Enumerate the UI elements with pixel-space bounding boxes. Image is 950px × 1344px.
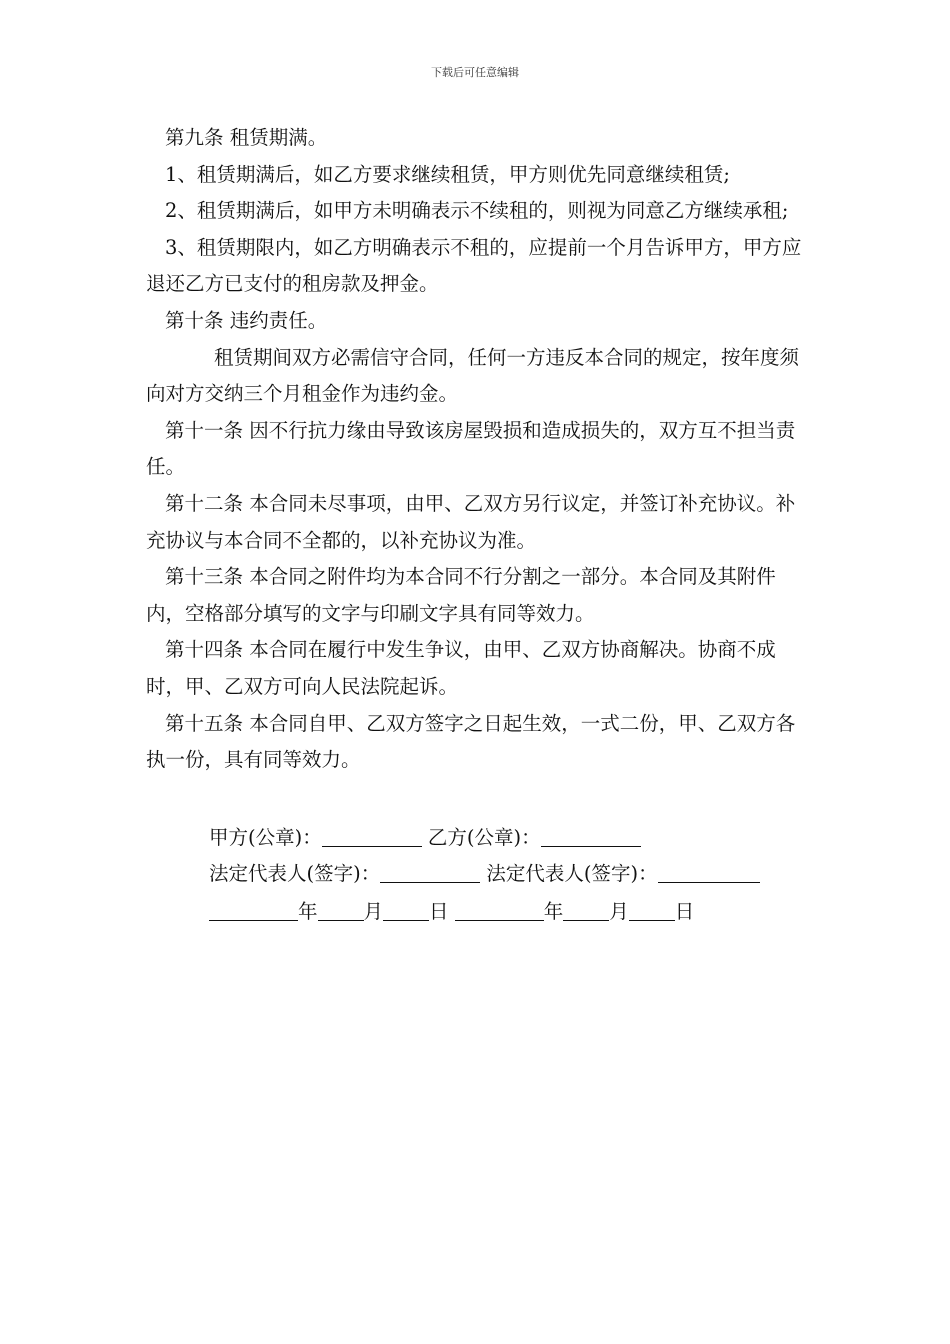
party-b-seal-blank[interactable] — [541, 827, 641, 848]
year-a-blank[interactable] — [209, 901, 298, 922]
rep-b-label: 法定代表人(签字)： — [486, 862, 658, 885]
article-10-title: 第十条 违约责任。 — [165, 308, 328, 332]
month-a-label: 月 — [363, 900, 384, 923]
article-9-clause-2: 2、租赁期满后，如甲方未明确表示不续租的，则视为同意乙方继续承租; — [165, 199, 789, 223]
article-14: 第十四条 本合同在履行中发生争议，由甲、乙双方协商解决。协商不成时，甲、乙双方可向人民法院起诉。 — [146, 638, 776, 698]
day-b-blank[interactable] — [629, 901, 675, 922]
party-a-seal-label: 甲方(公章)： — [209, 826, 322, 849]
article-9-clause-3: 3、租赁期限内，如乙方明确表示不租的，应提前一个月告诉甲方，甲方应退还乙方已支付的租房款及押金。 — [146, 235, 802, 296]
article-10-body: 租赁期间双方必需信守合同，任何一方违反本合同的规定，按年度须向对方交纳三个月租金作为违约金。 — [146, 345, 800, 406]
month-b-label: 月 — [609, 900, 629, 923]
date-line — [209, 896, 694, 924]
article-15: 第十五条 本合同自甲、乙双方签字之日起生效，一式二份，甲、乙双方各执一份，具有同等效力。 — [146, 711, 796, 772]
article-9-clause-1: 1、租赁期满后，如乙方要求继续租赁，甲方则优先同意继续租赁; — [165, 162, 730, 186]
party-b-seal-label: 乙方(公章)： — [427, 826, 541, 849]
party-a-seal-blank[interactable] — [322, 827, 422, 848]
day-b-label: 日 — [674, 900, 695, 923]
article-12: 第十二条 本合同未尽事项，由甲、乙双方另行议定，并签订补充协议。补充协议与本合同不全都的，以补充协议为准。 — [146, 491, 796, 552]
year-b-label: 年 — [543, 900, 564, 923]
representative-line — [209, 858, 760, 886]
page-header: 下载后可任意编辑 — [431, 66, 519, 79]
article-13: 第十三条 本合同之附件均为本合同不行分割之一部分。本合同及其附件内，空格部分填写的文字与印刷文字具有同等效力。 — [146, 565, 776, 625]
day-a-label: 日 — [429, 900, 449, 923]
rep-a-label: 法定代表人(签字)： — [209, 862, 381, 885]
month-a-blank[interactable] — [318, 901, 364, 922]
year-a-label: 年 — [298, 900, 318, 923]
rep-b-blank[interactable] — [658, 863, 760, 884]
year-b-blank[interactable] — [455, 901, 544, 922]
seal-line — [209, 822, 641, 850]
article-9-title: 第九条 租赁期满。 — [165, 126, 328, 149]
day-a-blank[interactable] — [383, 901, 429, 922]
month-b-blank[interactable] — [563, 901, 609, 922]
rep-a-blank[interactable] — [380, 863, 480, 884]
contract-body — [146, 120, 806, 779]
article-11: 第十一条 因不行抗力缘由导致该房屋毁损和造成损失的，双方互不担当责任。 — [146, 418, 796, 479]
